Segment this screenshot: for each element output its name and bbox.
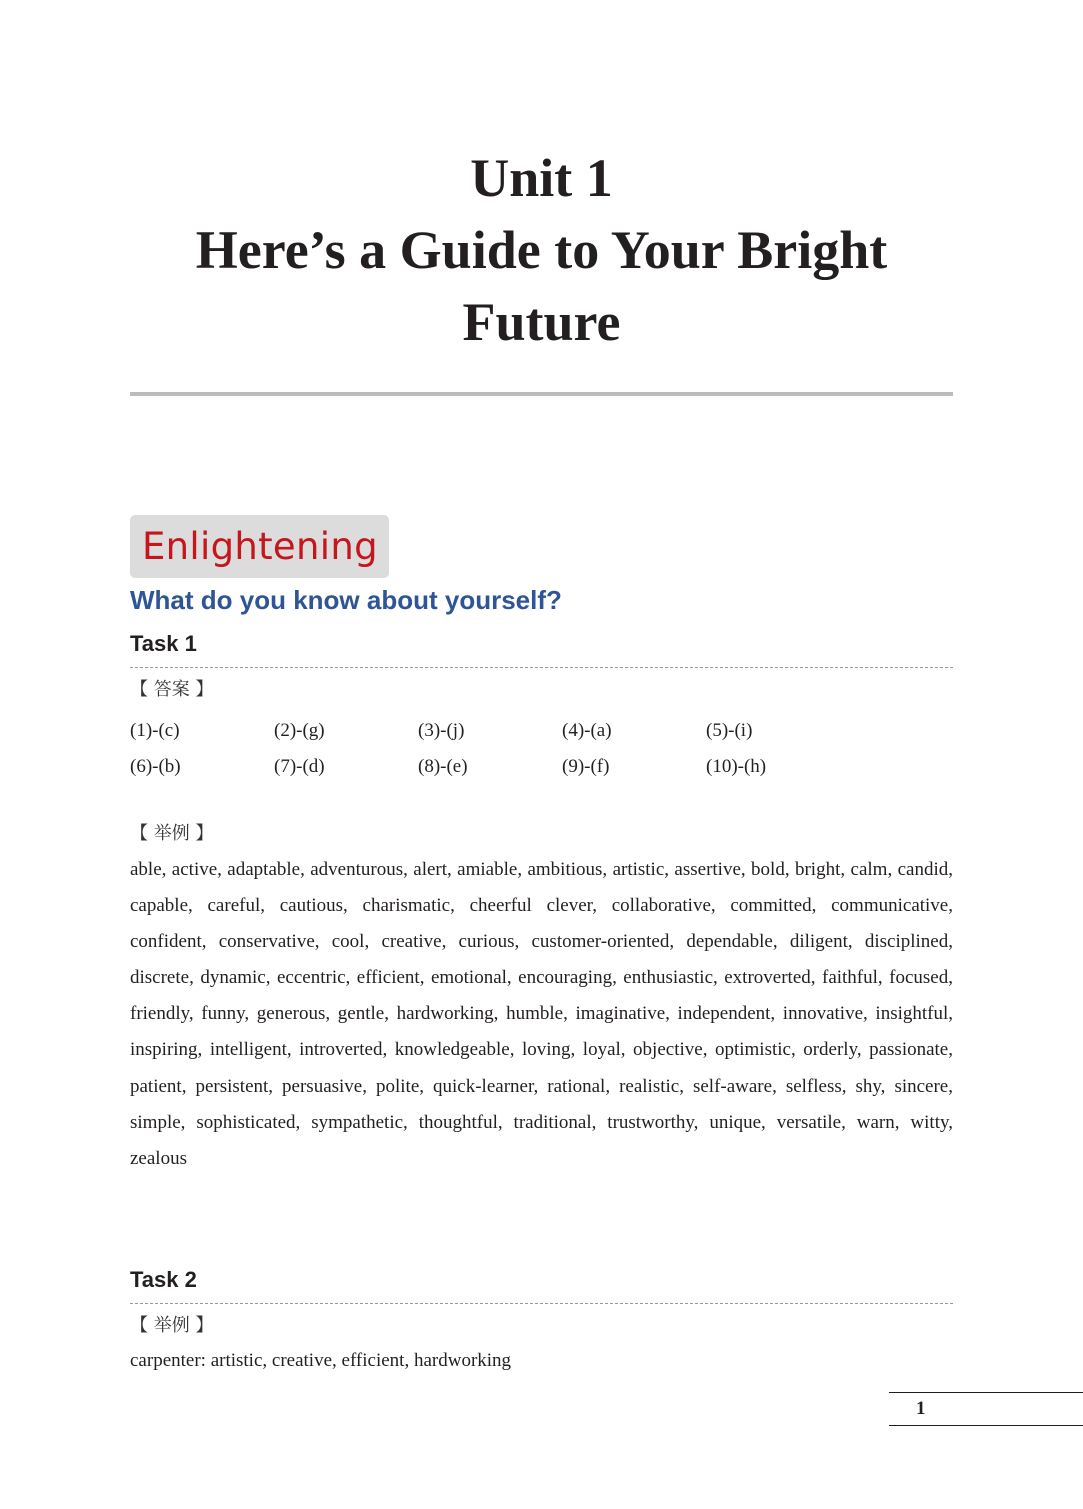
answer-row bbox=[130, 713, 953, 749]
task1-example-tag: 【 举例 】 bbox=[130, 823, 214, 844]
answer-item: (9)-(f) bbox=[562, 756, 610, 777]
unit-title-line-1: Here’s a Guide to Your Bright bbox=[195, 220, 888, 280]
answer-item: (8)-(e) bbox=[418, 756, 468, 777]
answer-item: (5)-(i) bbox=[706, 720, 753, 741]
page-number-box bbox=[889, 1392, 1083, 1426]
answer-item: (6)-(b) bbox=[130, 756, 181, 777]
task2-example-tag: 【 举例 】 bbox=[130, 1315, 214, 1336]
answer-item: (3)-(j) bbox=[418, 720, 465, 741]
task2-divider bbox=[130, 1303, 953, 1304]
unit-label: Unit 1 bbox=[470, 148, 613, 208]
answer-item: (1)-(c) bbox=[130, 720, 180, 741]
answer-row bbox=[130, 749, 953, 785]
task2-example-text: carpenter: artistic, creative, efficient, hardworking bbox=[130, 1350, 512, 1371]
unit-title-block bbox=[130, 142, 953, 358]
title-divider bbox=[130, 392, 953, 396]
task1-heading: Task 1 bbox=[130, 631, 197, 656]
answer-item: (7)-(d) bbox=[274, 756, 325, 777]
task1-answers bbox=[130, 713, 953, 785]
answer-item: (10)-(h) bbox=[706, 756, 767, 777]
answer-item: (2)-(g) bbox=[274, 720, 325, 741]
unit-title-line-2: Future bbox=[462, 292, 621, 352]
section-subheading: What do you know about yourself? bbox=[130, 585, 562, 615]
section-badge: Enlightening bbox=[130, 515, 389, 578]
task2-heading: Task 2 bbox=[130, 1267, 197, 1292]
task1-answer-tag: 【 答案 】 bbox=[130, 679, 214, 700]
task1-divider bbox=[130, 667, 953, 668]
answer-item: (4)-(a) bbox=[562, 720, 612, 741]
page-number: 1 bbox=[916, 1398, 926, 1419]
task1-example-text: able, active, adaptable, adventurous, alert, amiable, ambitious, artistic, assertive, bold, bright, calm, candid, capable, careful, cautious, charismatic, cheerful clever, collaborative, committed, communicative, confident, conservative, cool, creative, curious, customer-oriented, dependable, diligent, disciplined, discrete, dynamic, eccentric, efficient, emotional, encouraging, enthusiastic, extroverted, faithful, focused, friendly, funny, generous, gentle, hardworking, humble, imaginative, independent, innovative, insightful, inspiring, intelligent, introverted, knowledgeable, loving, loyal, objective, optimistic, orderly, passionate, patient, persistent, persuasive, polite, quick-learner, rational, realistic, self-aware, selfless, shy, sincere, simple, sophisticated, sympathetic, thoughtful, traditional, trustworthy, unique, versatile, warn, witty, zealous bbox=[130, 859, 953, 1169]
